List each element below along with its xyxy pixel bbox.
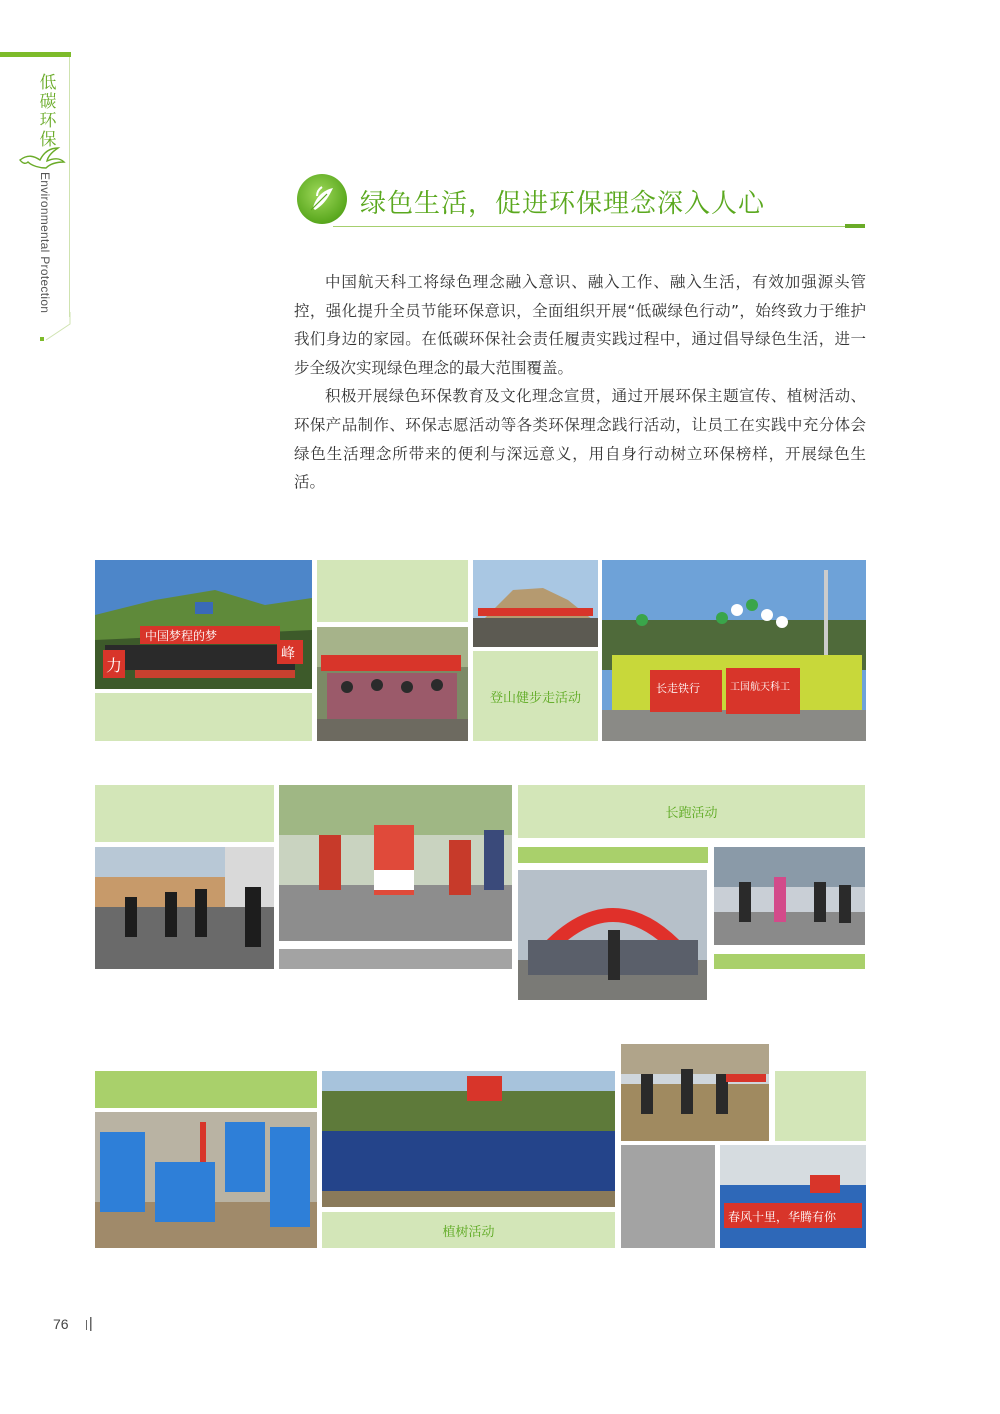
photo-running-arch [518,870,707,1000]
side-tab-corner [44,312,71,342]
dove-icon [18,146,66,172]
heading-rule [333,226,845,227]
caption-running: 长跑活动 [518,785,865,838]
block-green [714,954,865,969]
march-banner-left: 长走铁行 [656,682,700,695]
paragraph-2: 积极开展绿色环保教育及文化理念宣贯，通过开展环保主题宣传、植树活动、环保产品制作、环保志愿活动等各类环保理念践行活动，让员工在实践中充分体会绿色生活理念所带来的便利与深远意义，用自身行动树立环保榜样，开展绿色生活。 [294,387,866,492]
block-green [518,847,708,863]
march-banner-right: 工国航天科工 [730,682,790,693]
leaf-badge-icon [297,174,347,224]
section-heading: 绿色生活，促进环保理念深入人心 [360,189,766,219]
photo-marathon [279,785,512,941]
section-title-cn: 低碳环保 [39,73,57,150]
photo-running-road [714,847,865,945]
block-gray [279,949,512,969]
section-title-en: Environmental Protection [38,172,52,314]
block-green [95,1071,317,1108]
photo-running-group [95,847,274,969]
block-light-green [775,1071,866,1141]
page-divider-mark [85,1316,95,1332]
photo-hiking-group [95,560,312,689]
body-text [294,268,866,497]
side-tab-line [69,57,70,317]
photo-planting-digging [621,1044,769,1141]
leaf-icon [297,174,347,224]
block-light-green [95,785,274,842]
hiking-banner-right: 峰 [281,646,295,662]
hiking-banner-char: 力 [106,656,123,675]
heading-rule-accent [845,224,865,228]
paragraph-1: 中国航天科工将绿色理念融入意识、融入工作、融入生活，有效加强源头管控，强化提升全员节能环保意识，全面组织开展“低碳绿色行动”，始终致力于维护我们身边的家园。在低碳环保社会责任履责实践过程中，通过倡导绿色生活，进一步全级次实现绿色理念的最大范围覆盖。 [294,273,866,377]
photo-planting-group [322,1071,615,1207]
photo-hiking-march [602,560,866,741]
photo-hiking-rock [473,560,598,647]
page-number: 76 [53,1316,69,1332]
side-tab-dot [40,337,44,341]
photo-planting-raincoats [95,1112,317,1248]
photo-planting-banner [720,1145,866,1248]
photo-hiking-forest [317,627,468,741]
caption-tree-planting: 植树活动 [322,1212,615,1248]
hiking-banner-text: 中国梦程的梦 [145,629,218,643]
block-gray [621,1145,715,1248]
block-light-green [95,693,312,741]
block-light-green [317,560,468,622]
caption-hiking: 登山健步走活动 [473,651,598,741]
tree-banner-text: 春风十里，华腾有你 [728,1210,837,1224]
side-tab-bar [0,52,71,57]
